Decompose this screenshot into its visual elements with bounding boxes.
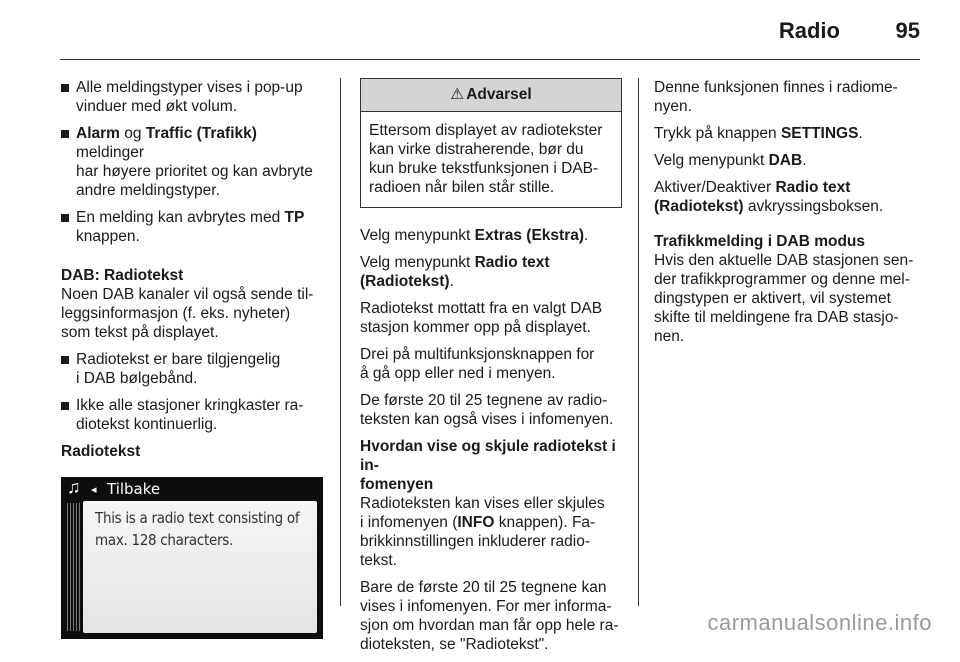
paragraph: Radioteksten kan vises eller skjules i infomenyen (INFO knappen). Fa- brikkinnstillingen inkluderer radio- tekst. (360, 495, 605, 569)
paragraph: Denne funksjonen finnes i radiome- nyen. (654, 79, 898, 115)
paragraph: Aktiver/Deaktiver Radio text (Radiotekst) avkryssingsboksen. (654, 179, 884, 215)
list-item (61, 124, 323, 200)
list-item-text: har høyere prioritet og kan avbryte (76, 163, 313, 180)
list-item-text: og (119, 125, 146, 142)
page-number: 95 (895, 18, 920, 43)
radio-text-panel (83, 501, 317, 633)
paragraph: Velg menypunkt Radio text (Radiotekst). (360, 254, 550, 290)
page-title: Radio (778, 18, 840, 43)
warning-header (361, 79, 621, 112)
music-note-icon: ♫ (67, 477, 81, 497)
paragraph: Velg menypunkt Extras (Ekstra). (360, 227, 589, 244)
warning-title: Advarsel (466, 86, 532, 103)
paragraph: Noen DAB kanaler vil også sende til- leggsinformasjon (f. eks. nyheter) som tekst på displayet. (61, 286, 314, 341)
list-item-text: vinduer med økt volum. (76, 98, 238, 115)
traffic-term: Traffic (Trafikk) (145, 125, 257, 142)
column-1 (61, 78, 323, 639)
paragraph: Bare de første 20 til 25 tegnene kan vises i infomenyen. For mer informa- sjon om hvordan man får opp hele ra- dioteksten, se "Radiotekst". (360, 579, 619, 653)
paragraph: Velg menypunkt DAB. (654, 152, 807, 169)
section-heading: Trafikkmelding i DAB modus (654, 233, 866, 250)
paragraph: Drei på multifunksjonsknappen for å gå opp eller ned i menyen. (360, 346, 595, 382)
back-label: Tilbake (107, 480, 161, 498)
column-2 (360, 78, 622, 662)
paragraph: Trykk på knappen SETTINGS. (654, 125, 863, 142)
scrollbar (318, 511, 321, 551)
list-item-text: knappen. (76, 228, 140, 245)
section-heading: Hvordan vise og skjule radiotekst i in- fomenyen (360, 438, 616, 493)
warning-body: Ettersom displayet av radiotekster kan virke distraherende, bør du kun bruke tekstfunksjonen i DAB- radioen når bilen står stille. (369, 122, 603, 196)
list-item-text: En melding kan avbrytes med (76, 209, 285, 226)
list-item-text: Alle meldingstyper vises i pop-up (76, 79, 303, 96)
section-heading: DAB: Radiotekst (61, 267, 184, 284)
paragraph: De første 20 til 25 tegnene av radio- teksten kan også vises i infomenyen. (360, 392, 614, 428)
page-header (60, 18, 920, 58)
watermark-text: carmanualsonline.info (707, 610, 932, 635)
column-divider-1 (340, 78, 341, 606)
warning-icon: ⚠ (450, 86, 465, 103)
list-item-text: andre meldingstyper. (76, 182, 220, 199)
back-arrow-icon: ◂ (91, 484, 97, 496)
alarm-term: Alarm (76, 125, 120, 142)
radio-display-side-decoration (67, 503, 81, 631)
list-item: Ikke alle stasjoner kringkaster ra- diotekst kontinuerlig. (61, 396, 323, 434)
header-divider (60, 59, 920, 60)
column-3 (654, 78, 924, 354)
list-item-text: meldinger (76, 144, 145, 161)
list-item: Radiotekst er bare tilgjengelig i DAB bølgebånd. (61, 350, 323, 388)
tp-term: TP (284, 209, 305, 226)
column-divider-2 (638, 78, 639, 606)
warning-box (360, 78, 622, 208)
section-heading: Radiotekst (61, 443, 141, 460)
paragraph: Hvis den aktuelle DAB stasjonen sen- der trafikkprogrammer og denne mel- dingstypen er aktivert, vil systemet skifte til meldingene fra DAB stasjo- nen. (654, 252, 914, 345)
paragraph: Radiotekst mottatt fra en valgt DAB stasjon kommer opp på displayet. (360, 300, 603, 336)
list-item (61, 208, 323, 246)
list-item (61, 78, 323, 116)
radio-display-image (61, 477, 323, 639)
radio-text-content: This is a radio text consisting of max. 128 characters. (95, 509, 300, 549)
radio-display-topbar (61, 477, 323, 499)
